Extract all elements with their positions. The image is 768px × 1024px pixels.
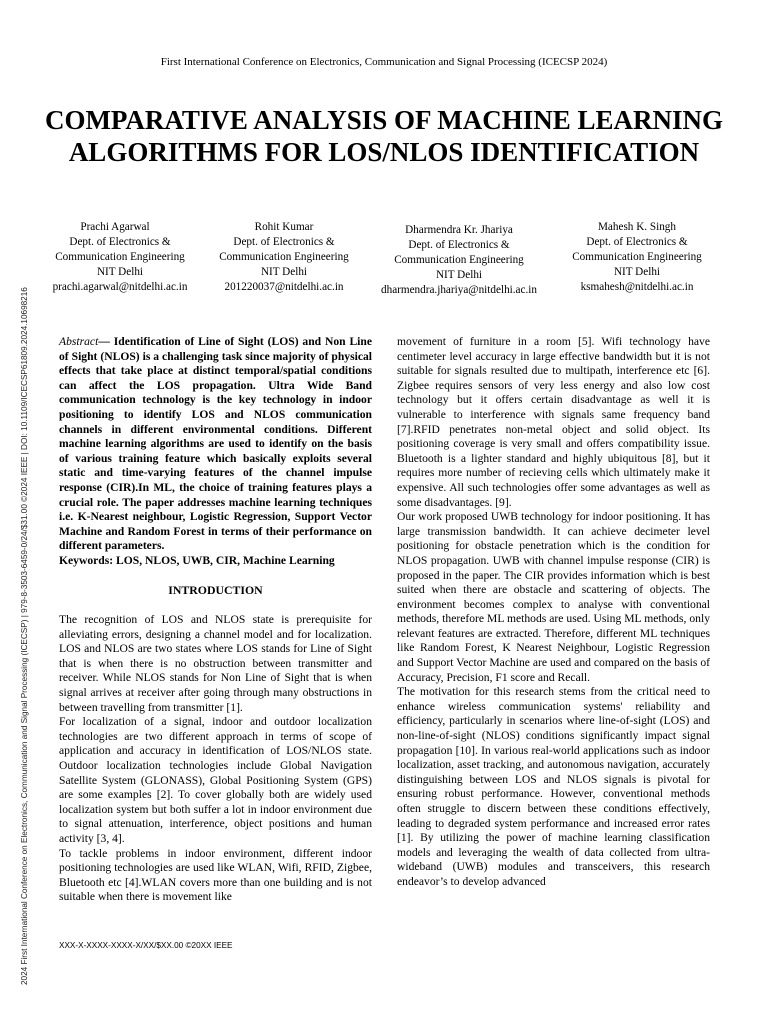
author-dept: Dept. of Electronics & bbox=[233, 236, 335, 248]
author-institution: NIT Delhi bbox=[260, 266, 308, 278]
author-dept: Dept. of Electronics & bbox=[69, 236, 171, 248]
intro-paragraph-5: Our work proposed UWB technology for indoor positioning. It has large transmission bandwidth. It can achieve decimeter level positioning for obstacle penetration which is the condition for NLOS propagation. UWB with channel impulse response (CIR) is proposed in the paper. The CIR provides information which is best suited when there are obstacle and scattering of objects. The environment becomes complex to analyse with conventional methods, therefore ML methods are used. Using ML methods, only relevant features are extracted. Therefore, different ML techniques like Random Forest, K Nearest Neighbour, Logistic Regression and Support Vector Machine are used and compared on the basis of Accuracy, Precision, F1 score and Recall. bbox=[397, 510, 710, 684]
intro-paragraph-4: movement of furniture in a room [5]. Wifi technology have centimeter level accuracy in large effective bandwidth but it is not suitable for signals resulted due to multipath, interference etc [6]. Zigbee requires sensors of very less energy and also low cost technology but it offers certain disadvantage as well it is vulnerable to interference with signals same frequency band [7].RFID penetrates non-metal object and solid object. Its positioning coverage is very small and offers compatibility issue. Bluetooth is a lighter standard and highly ubiquitous [8], but it requires more number of recieving cells which ultimately make it expensive. All such technologies offer some advantages as well as some disadvantages. [9]. bbox=[397, 335, 710, 509]
author-2 bbox=[204, 220, 364, 295]
author-email: prachi.agarwal@nitdelhi.ac.in bbox=[52, 281, 188, 293]
intro-paragraph-2: For localization of a signal, indoor and outdoor localization technologies are two different approach in terms of scope of application and accuracy in identification of LOS/NLOS state. Outdoor localization technologies include Global Navigation Satellite System (GLONASS), Global Positioning System (GPS) are some examples [2]. To cover globally both are widely used localization system but both suffer a lot in indoor environment due to signal attenuation, interference, object positions and human activity [3, 4]. bbox=[59, 715, 372, 845]
abstract-dash: — bbox=[98, 335, 110, 348]
paper-title: COMPARATIVE ANALYSIS OF MACHINE LEARNING ALGORITHMS FOR LOS/NLOS IDENTIFICATION bbox=[44, 105, 724, 167]
left-column bbox=[59, 335, 372, 905]
author-email: dharmendra.jhariya@nitdelhi.ac.in bbox=[381, 284, 537, 296]
abstract-paragraph bbox=[59, 335, 372, 554]
author-dept: Communication Engineering bbox=[55, 251, 185, 263]
author-name: Dharmendra Kr. Jhariya bbox=[405, 224, 513, 236]
author-block bbox=[40, 220, 740, 300]
right-column bbox=[397, 335, 710, 890]
author-dept: Dept. of Electronics & bbox=[408, 239, 510, 251]
abstract-text: Identification of Line of Sight (LOS) and Non Line of Sight (NLOS) is a challenging task since majority of physical effects that take place at distinct temporal/spatial conditions can affect the LOS propagation. Ultra Wide Band communication technology is the key technology in indoor positioning to identify LOS and NLOS communication channels in different environmental conditions. Different machine learning algorithms are used to identify on the basis of various training feature which basically exploits several static and time-varying features of the channel impulse response (CIR).In ML, the choice of training features plays a crucial role. The paper addresses machine learning techniques i.e. K-Nearest neighbour, Logistic Regression, Support Vector Machine and Random Forest in terms of their performance on different parameters. bbox=[59, 335, 372, 553]
author-dept: Communication Engineering bbox=[219, 251, 349, 263]
intro-paragraph-6: The motivation for this research stems from the critical need to enhance wireless communication systems' reliability and efficiency, particularly in scenarios where line-of-sight (LOS) and non-line-of-sight (NLOS) conditions significantly impact signal propagation [10]. In various real-world applications such as indoor localization, asset tracking, and autonomous navigation, accurately distinguishing between LOS and NLOS signals is pivotal for ensuring robust performance. However, conventional methods often struggle to discern between these conditions effectively, leading to degraded system performance and increased error rates [1]. By utilizing the power of machine learning classification models and leveraging the wealth of data collected from ultra-wideband (UWB) modules and transceivers, this research endeavor’s to develop advanced bbox=[397, 685, 710, 888]
author-email: ksmahesh@nitdelhi.ac.in bbox=[580, 281, 694, 293]
abstract-label: Abstract bbox=[59, 335, 99, 348]
author-name: Mahesh K. Singh bbox=[597, 221, 676, 233]
intro-paragraph-1: The recognition of LOS and NLOS state is prerequisite for alleviating errors, designing a channel model and for localization. LOS and NLOS are two states where LOS stands for Line of Sight that is when there is no obstruction between transmitter and receiver. While NLOS stands for Non Line of Sight that is when signal arrives at receiver after going through many obstructions in between travelling from transmitter [1]. bbox=[59, 613, 372, 714]
keywords: Keywords: LOS, NLOS, UWB, CIR, Machine Learning bbox=[59, 553, 335, 567]
author-name: Prachi Agarwal bbox=[80, 221, 150, 233]
copyright-footer: XXX-X-XXXX-XXXX-X/XX/$XX.00 ©20XX IEEE bbox=[59, 941, 233, 950]
author-institution: NIT Delhi bbox=[96, 266, 144, 278]
author-dept: Dept. of Electronics & bbox=[586, 236, 688, 248]
conference-header: First International Conference on Electronics, Communication and Signal Processing (ICECSP 2024) bbox=[160, 56, 608, 68]
sidebar-citation-text: 2024 First International Conference on Electronics, Communication and Signal Processing (ICECSP) | 979-8-3503-6459-0/24/$31.00 ©2024 IEEE | DOI: 10.1109/ICECSP61809.2024.10698216 bbox=[20, 287, 29, 985]
author-institution: NIT Delhi bbox=[613, 266, 661, 278]
intro-paragraph-3: To tackle problems in indoor environment, different indoor positioning technologies are used like WLAN, Wifi, RFID, Zigbee, Bluetooth etc [4].WLAN covers more than one building and is not suitable when there is movement like bbox=[59, 846, 372, 904]
author-1 bbox=[40, 220, 200, 295]
author-name: Rohit Kumar bbox=[254, 221, 314, 233]
author-dept: Communication Engineering bbox=[394, 254, 524, 266]
ieee-citation-sidebar bbox=[13, 205, 27, 985]
author-3 bbox=[379, 223, 539, 298]
author-dept: Communication Engineering bbox=[572, 251, 702, 263]
author-institution: NIT Delhi bbox=[435, 269, 483, 281]
author-4 bbox=[557, 220, 717, 295]
author-email: 201220037@nitdelhi.ac.in bbox=[224, 281, 344, 293]
section-heading-introduction: INTRODUCTION bbox=[168, 582, 263, 597]
